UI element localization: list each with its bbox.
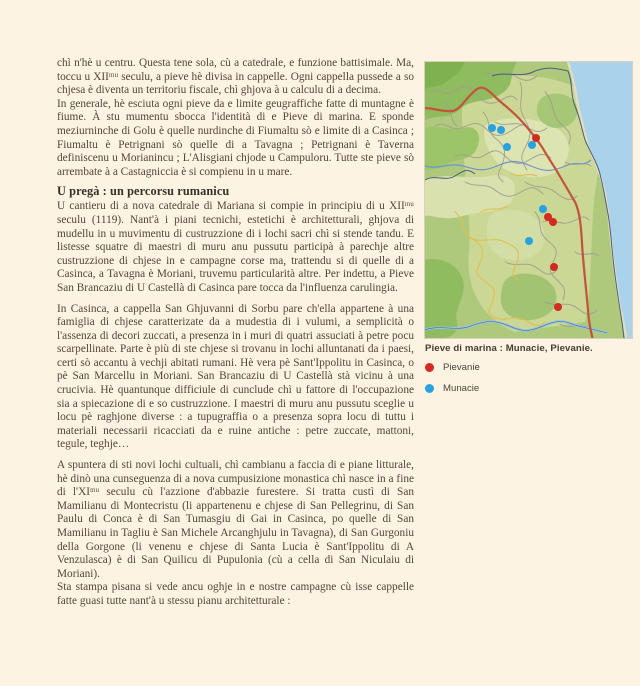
pieve-map-svg — [425, 62, 632, 338]
legend-label: Munacie — [443, 383, 480, 394]
map-marker-munacie — [497, 126, 505, 134]
section-heading: U pregà : un percorsu rumanicu — [57, 184, 230, 199]
article-text-column — [57, 57, 414, 609]
map-marker-pievanie — [532, 134, 540, 142]
pieve-map — [425, 62, 632, 338]
map-marker-munacie — [539, 205, 547, 213]
map-caption: Pieve di marina : Munacie, Pievanie. — [425, 343, 593, 354]
legend-row-pievanie — [425, 361, 637, 374]
legend-row-munacie — [425, 382, 637, 395]
map-marker-pievanie — [550, 263, 558, 271]
munacie-dot-icon — [425, 384, 434, 393]
paragraph: In generale, hè esciuta ogni pieve da e limite geugraffiche fatte di muntagne è fiume. À stu mumentu sbocca l'identità di e Pieve di marina. E sponde meziurninche di Golu è quelle nurdinche di Fiumaltu sò e limite di a Casinca ; Fiumaltu è Petrignani sò quelle di a Tavagna ; Petrignani è Taverna definiscenu u Morianincu ; L'Alisgiani chjode u Campuloru. Tutte ste pieve sò arrembate à a Castagniccia è si compienu in u mare. — [57, 97, 414, 178]
paragraph: U cantieru di a nova catedrale di Mariana si compie in principiu di u XIIᵐᵘ seculu (1119). Nant'à i piani tecnichi, estetichi è architetturali, ghjova di mudellu in u muvimentu di custruzzione di i lochi sacri chì si stende tandu. E listesse squatre di maestri di muru anu pussutu participà à parechje altre custruzzione di chjese in e campagne corse ma, trattendu si di quelle di a Casinca, a Tavagna è Moriani, truvemu particularità altre. Per indettu, a Pieve San Brancaziu di U Castellà di Casinca pare tocca da l'influenza carulingia. — [57, 200, 414, 294]
paragraph: Sta stampa pisana si vede ancu oghje in e nostre campagne cù isse cappelle fatte guasi tutte nant'à u stessu pianu architetturale : — [57, 581, 414, 607]
map-marker-munacie — [528, 141, 536, 149]
map-marker-munacie — [503, 143, 511, 151]
map-marker-munacie — [488, 124, 496, 132]
map-marker-munacie — [525, 237, 533, 245]
paragraph: chì n'hè u centru. Questa tene sola, cù a catedrale, e funzione battisimale. Ma, toccu u XIIᵐᵘ seculu, a pieve hè divisa in cappelle. Ogni cappella pussede a so chjesa è diventa un territoriu fiscale, chì ghjova à u calculu di a decima. — [57, 57, 414, 97]
map-marker-pievanie — [554, 303, 562, 311]
map-legend — [425, 361, 637, 403]
map-marker-pievanie — [549, 218, 557, 226]
paragraph: A spuntera di sti novi lochi cultuali, chì cambianu a faccia di e piane litturale, hè dinò una cunseguenza di a nova cumpusizione monastica chì nasce in a fine di l'XIᵐᵘ seculu cù l'azzione d'abbazie furestere. Si tratta custì di San Mamilianu di Montecristu (li appartenenu e chjese di San Pellegrinu, di San Paulu di Conca è di San Tumasgiu di Gai in Casinca, po quelle di San Mamilianu in Tagliu è San Michele Arcanghjulu in Tavagna), di San Gurgoniu della Gorgone (li venenu e chjese di Santa Lucia è Sant'Ippolitu di A Venzulasca) è di San Quilicu di Pupulonia (cù a cella di San Niculaiu di Moriani). — [57, 459, 414, 580]
legend-label: Pievanie — [443, 362, 480, 373]
pievanie-dot-icon — [425, 363, 434, 372]
paragraph: In Casinca, a cappella San Ghjuvanni di Sorbu pare ch'ella appartene à una famiglia di chjese caratterizate da a mudestia di i vulumi, a semplicità o l'assenza di decori zuccati, a presenza in i muri di quatri assuciati à petre pocu scarpellinate. Parte è più di ste chjese si trovanu in lochi alluntanati da i paesi, certi sò accantu à vechji abitati rumani. Hè vera pè Sant'Ippolitu in Casinca, o pè San Marcellu in Moriani. San Brancaziu di U Castellà stà vicinu à una crucivia. Hè quantunque difficiule di cunclude chì u fattore di l'occupazione sia a spiecazione di e so custruzzione. I maestri di muru anu pussutu sceglie u locu pè raghjone diverse : a tupugraffia o a presenza sopra locu di tuttu i materiali necessarii ricacciati da e ruine antiche : petre zuccate, mattoni, tegule, teghje… — [57, 302, 414, 451]
